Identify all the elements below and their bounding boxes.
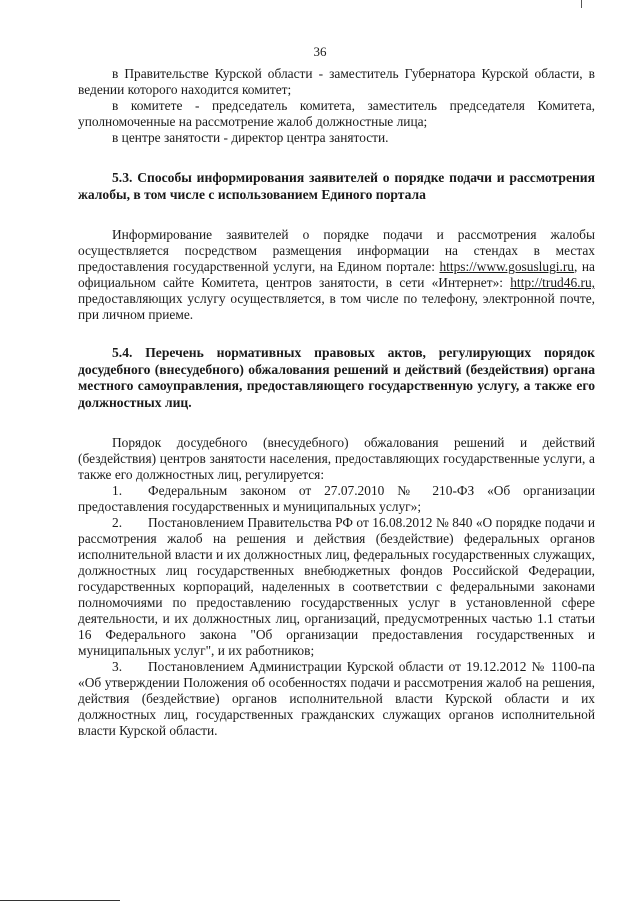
section-5-3-text-start: Информирование заявителей о порядке подачи и рассмотрения жалобы осуществляется посредством размещения информации на стендах в местах предоставления государственной услуги, на Едином портале: xyxy=(78,227,595,274)
legal-act-item-3 xyxy=(78,659,595,739)
paragraph-committee: в комитете - председатель комитета, заместитель председателя Комитета, уполномоченные на рассмотрение жалоб должностные лица; xyxy=(78,98,595,129)
list-item-text: Постановлением Администрации Курской области от 19.12.2012 № 1100-па «Об утверждении Положения об особенностях подачи и рассмотрения жалоб на решения, действия (бездействие) органов исполнительной власти Курской области и их должностных лиц, государственных гражданских служащих органов исполнительной власти Курской области. xyxy=(78,659,595,738)
section-5-4-intro: Порядок досудебного (внесудебного) обжалования решений и действий (бездействия) центров занятости населения, предоставляющих государственные услуги, а также его должностных лиц, регулируется: xyxy=(78,435,595,482)
spacer xyxy=(78,146,595,170)
gosuslugi-link[interactable]: https://www.gosuslugi.ru xyxy=(439,259,574,274)
list-item-number: 2. xyxy=(112,515,123,530)
spacer xyxy=(78,323,595,345)
scan-edge-mark xyxy=(581,0,582,8)
spacer xyxy=(78,411,595,435)
section-5-3-text-mid: , на официальном сайте Комитета, центров занятости, в сети «Интернет»: xyxy=(78,259,595,290)
list-item-text: Федеральным законом от 27.07.2010 № 210-ФЗ «Об организации предоставления государственных и муниципальных услуг»; xyxy=(78,483,595,514)
list-item-number: 1. xyxy=(112,483,123,498)
section-5-3-body xyxy=(78,227,595,323)
list-item-text: Постановлением Правительства РФ от 16.08.2012 № 840 «О порядке подачи и рассмотрения жалоб на решения и действия (бездействие) федеральных органов исполнительной власти и их должностных лиц, федеральных государственных служащих, должностных лиц государственных внебюджетных фондов Российской Федерации, государственных корпораций, наделенных в соответствии с федеральными законами полномочиями по предоставлению государственных услуг в установленной сфере деятельности, и их должностных лиц, организаций, предусмотренных частью 1.1 статьи 16 Федерального закона "Об организации предоставления государственных и муниципальных услуг", и их работников; xyxy=(78,515,595,658)
paragraph-governor: в Правительстве Курской области - заместитель Губернатора Курской области, в ведении которого находится комитет; xyxy=(78,66,595,97)
legal-act-item-2 xyxy=(78,515,595,659)
section-5-3-heading: 5.3. Способы информирования заявителей о порядке подачи и рассмотрения жалобы, в том числе с использованием Единого портала xyxy=(78,170,595,202)
page-number: 36 xyxy=(313,44,327,59)
paragraph-employment-center: в центре занятости - директор центра занятости. xyxy=(112,130,389,145)
list-item-number: 3. xyxy=(112,659,123,674)
spacer xyxy=(78,203,595,227)
section-5-3-text-end: предоставляющих услугу осуществляется, в том числе по телефону, электронной почте, при личном приеме. xyxy=(78,291,595,322)
bottom-rule xyxy=(0,900,120,901)
trud46-link[interactable]: http://trud46.ru, xyxy=(510,275,595,290)
section-5-4-heading: 5.4. Перечень нормативных правовых актов, регулирующих порядок досудебного (внесудебного) обжалования решений и действий (бездействия) органа местного самоуправления, предоставляющего государственную услугу, а также его должностных лиц. xyxy=(78,345,595,410)
page-content xyxy=(78,66,595,739)
legal-act-item-1 xyxy=(78,483,595,515)
